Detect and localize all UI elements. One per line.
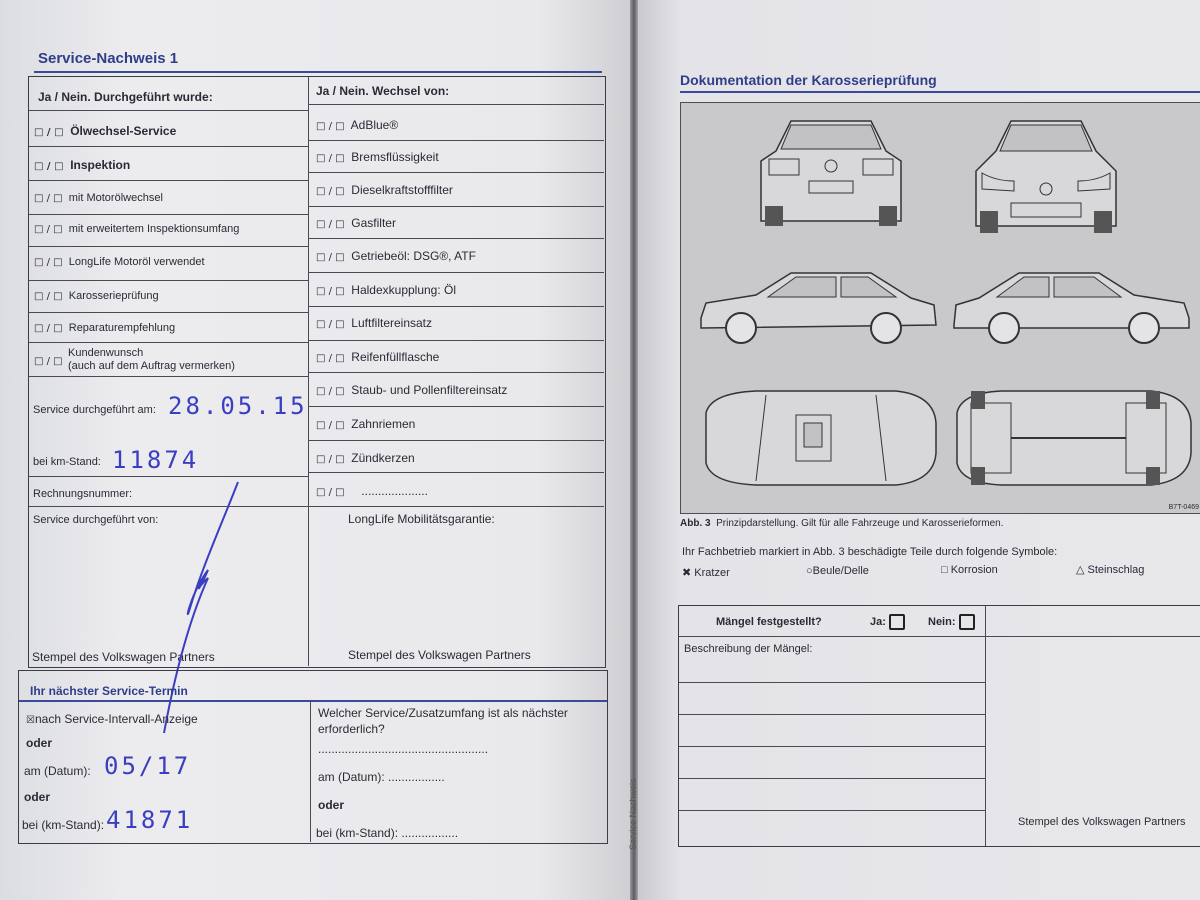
list-item[interactable]: □ / □ LongLife Motoröl verwendet bbox=[34, 256, 205, 268]
performed-by-label: Service durchgeführt von: bbox=[33, 514, 159, 526]
symbol-scratch: ✖ Kratzer bbox=[682, 567, 730, 579]
list-item[interactable]: □ / □ Haldexkupplung: Öl bbox=[316, 283, 457, 297]
right-date-label: am (Datum): ................. bbox=[318, 770, 445, 784]
col2-header: Ja / Nein. Wechsel von: bbox=[316, 84, 450, 98]
stamp-label-left: Stempel des Volkswagen Partners bbox=[32, 650, 215, 664]
list-item[interactable]: □ / □ Karosserieprüfung bbox=[34, 290, 159, 302]
longlife-label: LongLife Mobilitätsgarantie: bbox=[348, 512, 495, 526]
stamp-label-right: Stempel des Volkswagen Partners bbox=[1018, 816, 1186, 828]
list-item[interactable]: □ / □ mit Motorölwechsel bbox=[34, 192, 163, 204]
list-item[interactable]: □ / □ .................... bbox=[316, 484, 428, 498]
list-item[interactable]: □ / □ Dieselkraftstofffilter bbox=[316, 183, 453, 197]
col1-header: Ja / Nein. Durchgeführt wurde: bbox=[38, 90, 213, 104]
list-item-note: (auch auf dem Auftrag vermerken) bbox=[68, 360, 235, 372]
list-item[interactable]: □ / □ Reparaturempfehlung bbox=[34, 322, 176, 334]
defects-question: Mängel festgestellt? bbox=[716, 616, 822, 628]
list-item[interactable]: □ / □ Reifenfüllflasche bbox=[316, 350, 440, 364]
invoice-label: Rechnungsnummer: bbox=[33, 488, 133, 500]
circle-icon: ○ bbox=[806, 565, 813, 577]
list-item[interactable]: □ / □ Getriebeöl: DSG®, ATF bbox=[316, 249, 476, 263]
defects-yes[interactable]: Ja: bbox=[870, 614, 905, 630]
next-service-question-2: erforderlich? bbox=[318, 722, 385, 736]
symbol-stone-chip: △ Steinschlag bbox=[1076, 564, 1145, 576]
list-item[interactable]: □ / □ mit erweitertem Inspektionsumfang bbox=[34, 223, 240, 235]
defects-no[interactable]: Nein: bbox=[928, 614, 975, 630]
list-item[interactable]: □ / □ Zündkerzen bbox=[316, 451, 415, 465]
or-label-2: oder bbox=[24, 790, 51, 804]
car-underbody-view[interactable] bbox=[951, 383, 1196, 493]
or-label-3: oder bbox=[318, 798, 345, 812]
triangle-icon: △ bbox=[1076, 564, 1085, 576]
list-item[interactable]: □ / □ Bremsflüssigkeit bbox=[316, 150, 439, 164]
car-diagram-figure bbox=[680, 102, 1200, 514]
km-value: 11874 bbox=[112, 446, 200, 474]
cross-icon: ✖ bbox=[682, 567, 692, 579]
car-front-view[interactable] bbox=[966, 111, 1126, 241]
car-top-view[interactable] bbox=[696, 383, 941, 493]
defects-description-label: Beschreibung der Mängel: bbox=[684, 643, 813, 655]
service-date-value: 28.05.15 bbox=[168, 392, 308, 420]
title-rule-right bbox=[680, 91, 1200, 93]
km-label: bei km-Stand: bbox=[33, 456, 101, 468]
service-record-title: Service-Nachweis 1 bbox=[38, 50, 179, 67]
next-km-value: 41871 bbox=[106, 806, 194, 834]
service-date-label: Service durchgeführt am: bbox=[33, 404, 156, 416]
body-inspection-title: Dokumentation der Karosserieprüfung bbox=[680, 72, 937, 88]
or-label-1: oder bbox=[26, 736, 53, 750]
spine-text: Service Nachweis bbox=[628, 778, 638, 850]
next-service-dots: ................................................... bbox=[318, 742, 489, 756]
car-rear-view[interactable] bbox=[751, 111, 911, 231]
title-rule bbox=[34, 71, 602, 73]
square-icon: □ bbox=[941, 564, 948, 576]
next-km-label: bei (km-Stand): bbox=[22, 818, 105, 832]
list-item[interactable]: □ / □ Staub- und Pollenfiltereinsatz bbox=[316, 383, 508, 397]
right-km-label: bei (km-Stand): ................. bbox=[316, 826, 459, 840]
list-item[interactable]: □ / □ Inspektion bbox=[34, 158, 131, 172]
list-item[interactable]: □ / □ bbox=[34, 356, 63, 367]
symbol-dent: ○Beule/Delle bbox=[806, 565, 869, 577]
book-spine bbox=[630, 0, 638, 900]
next-service-title: Ihr nächster Service-Termin bbox=[30, 684, 188, 698]
list-item[interactable]: □ / □ Luftfiltereinsatz bbox=[316, 316, 433, 330]
marks-intro: Ihr Fachbetrieb markiert in Abb. 3 beschädigte Teile durch folgende Symbole: bbox=[682, 546, 1058, 558]
list-item[interactable]: □ / □ Gasfilter bbox=[316, 216, 396, 230]
next-service-question: Welcher Service/Zusatzumfang ist als nächster bbox=[318, 706, 568, 720]
list-item[interactable]: □ / □ Zahnriemen bbox=[316, 417, 416, 431]
figure-caption: Abb. 3 Prinzipdarstellung. Gilt für alle Fahrzeuge und Karosserieformen. bbox=[680, 518, 1004, 529]
next-date-value: 05/17 bbox=[104, 752, 192, 780]
list-item-label: Kundenwunsch bbox=[68, 347, 144, 359]
symbol-corrosion: □ Korrosion bbox=[941, 564, 998, 576]
car-right-side-view[interactable] bbox=[949, 263, 1194, 348]
next-date-label: am (Datum): bbox=[24, 764, 91, 778]
figure-code: B7T-0469 bbox=[1168, 504, 1199, 511]
list-item[interactable]: □ / □ Ölwechsel-Service bbox=[34, 124, 177, 138]
list-item[interactable]: □ / □ AdBlue® bbox=[316, 118, 399, 132]
stamp-label-middle: Stempel des Volkswagen Partners bbox=[348, 648, 531, 662]
car-left-side-view[interactable] bbox=[696, 263, 941, 348]
interval-option[interactable]: ☒nach Service-Intervall-Anzeige bbox=[26, 712, 198, 726]
